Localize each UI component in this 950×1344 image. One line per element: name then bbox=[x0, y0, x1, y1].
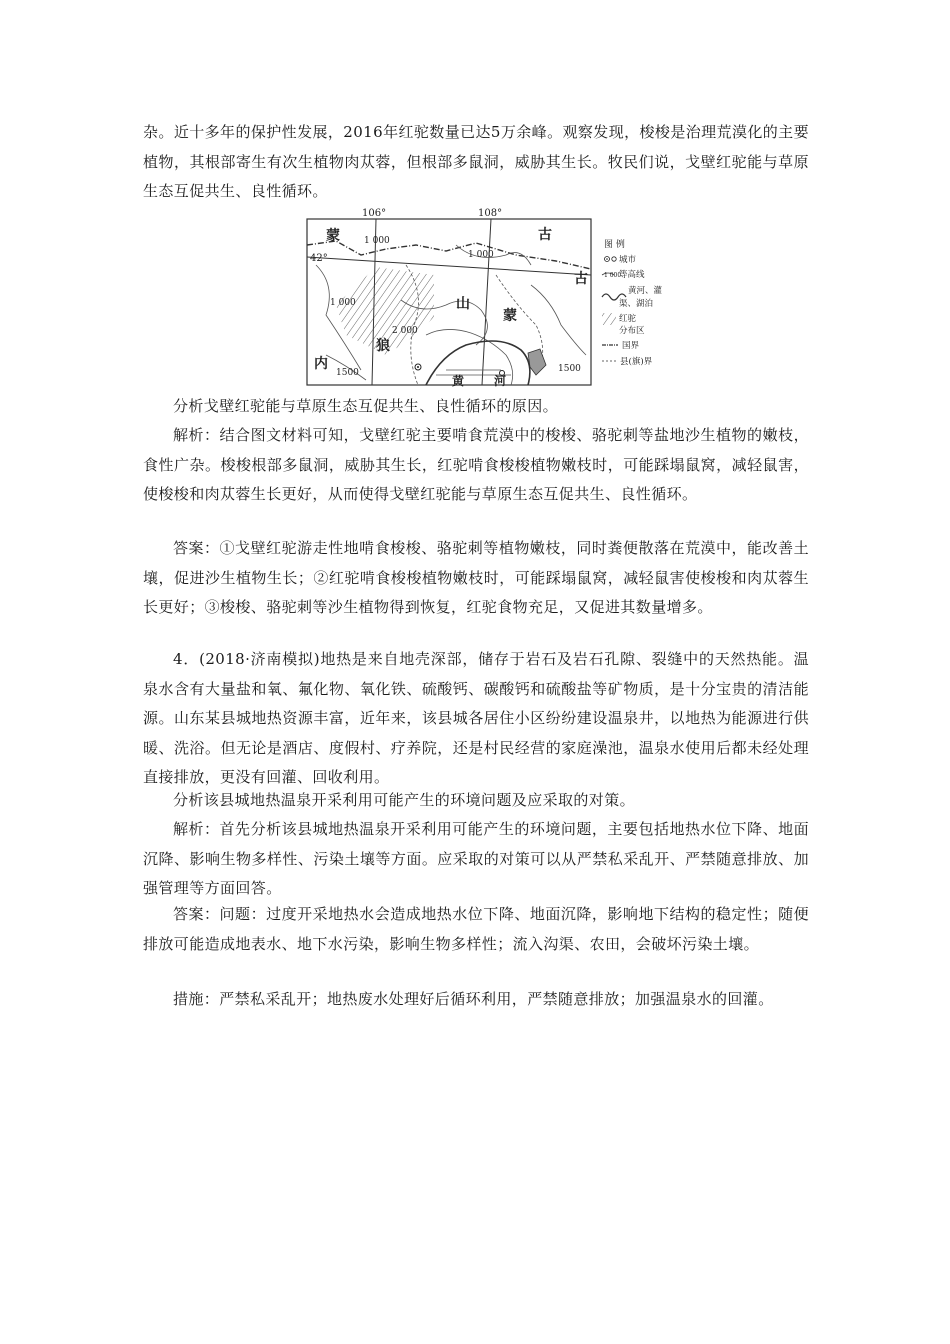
lon-label-106: 106° bbox=[362, 208, 387, 219]
legend-river-1: 黄河、灌 bbox=[628, 286, 663, 296]
place-char: 古 bbox=[574, 271, 588, 287]
lon-label-108: 108° bbox=[478, 208, 503, 219]
legend-camel-symbol bbox=[602, 313, 616, 325]
legend-camel-2: 分布区 bbox=[619, 326, 645, 336]
city-marker bbox=[417, 366, 419, 368]
question-camel: 分析戈壁红驼能与草原生态互促共生、良性循环的原因。 bbox=[173, 397, 559, 415]
map-legend bbox=[602, 238, 663, 367]
answer-geothermal-problems: 答案：问题：过度开采地热水会造成地热水位下降、地面沉降，影响地下结构的稳定性；随便排放可能造成地表水、地下水污染，影响生物多样性；流入沟渠、农田，会破坏污染土壤。 bbox=[143, 905, 809, 953]
legend-county: 县(旗)界 bbox=[620, 357, 653, 367]
place-char: 内 bbox=[314, 356, 328, 372]
place-char: 河 bbox=[494, 374, 507, 388]
question-4-prompt: 分析该县城地热温泉开采利用可能产生的环境问题及应采取的对策。 bbox=[173, 791, 636, 809]
red-camel-distribution-map bbox=[306, 205, 663, 388]
legend-contour-sample: 1 000 bbox=[604, 272, 622, 279]
place-char: 蒙 bbox=[503, 308, 517, 324]
place-char: 蒙 bbox=[326, 228, 340, 244]
contour-label: 1500 bbox=[336, 368, 359, 378]
legend-border: 国界 bbox=[622, 341, 640, 351]
contour-label: 1 000 bbox=[468, 250, 494, 260]
contour-label: 1500 bbox=[558, 364, 581, 374]
contour-label: 1 000 bbox=[330, 298, 356, 308]
answer-camel: 答案：①戈壁红驼游走性地啃食梭梭、骆驼刺等植物嫩枝，同时粪便散落在荒漠中，能改善土壤，促进沙生植物生长；②红驼啃食梭梭植物嫩枝时，可能踩塌鼠窝，减轻鼠害使梭梭和肉苁蓉生长更好；③梭梭、骆驼刺等沙生植物得到恢复，红驼食物充足，又促进其数量增多。 bbox=[143, 539, 809, 616]
analysis-geothermal: 解析：首先分析该县城地热温泉开采利用可能产生的环境问题，主要包括地热水位下降、地面沉降、影响生物多样性、污染土壤等方面。应采取的对策可以从严禁私采乱开、严禁随意排放、加强管理等方面回答。 bbox=[143, 820, 809, 897]
place-char: 黄 bbox=[452, 374, 465, 388]
place-char: 山 bbox=[456, 296, 470, 312]
legend-river-2: 渠、湖泊 bbox=[619, 299, 654, 309]
legend-title: 图 例 bbox=[604, 240, 625, 250]
analysis-camel: 解析：结合图文材料可知，戈壁红驼主要啃食荒漠中的梭梭、骆驼刺等盐地沙生植物的嫩枝，食性广杂。梭梭根部多鼠洞，威胁其生长，红驼啃食梭梭植物嫩枝时，可能踩塌鼠窝，减轻鼠害，使梭梭和肉苁蓉生长更好，从而使得戈壁红驼能与草原生态互促共生、良性循环。 bbox=[143, 426, 809, 503]
legend-contour: 等高线 bbox=[619, 270, 645, 280]
contour-label: 2 000 bbox=[392, 326, 418, 336]
legend-camel-1: 红驼 bbox=[619, 314, 637, 324]
place-char: 古 bbox=[538, 227, 552, 243]
paragraph-intro-continued: 杂。近十多年的保护性发展，2016年红驼数量已达5万余峰。观察发现，梭梭是治理荒漠化的主要植物，其根部寄生有次生植物肉苁蓉，但根部多鼠洞，威胁其生长。牧民们说，戈壁红驼能与草原生态互促共生、良性循环。 bbox=[143, 123, 809, 200]
lat-label-42: 42° bbox=[310, 253, 328, 264]
contour-label: 1 000 bbox=[364, 236, 390, 246]
place-char: 狼 bbox=[376, 338, 390, 354]
map-figure bbox=[306, 205, 663, 388]
legend-city: 城市 bbox=[619, 255, 637, 265]
question-4-material: 4．(2018·济南模拟)地热是来自地壳深部，储存于岩石及岩石孔隙、裂缝中的天然热能。温泉水含有大量盐和氧、氟化物、氧化铁、硫酸钙、碳酸钙和硫酸盐等矿物质，是十分宝贵的清洁能源。山东某县城地热资源丰富，近年来，该县城各居住小区纷纷建设温泉井，以地热为能源进行供暖、洗浴。但无论是酒店、度假村、疗养院，还是村民经营的家庭澡池，温泉水使用后都未经处理直接排放，更没有回灌、回收利用。 bbox=[143, 650, 809, 786]
answer-geothermal-measures: 措施：严禁私采乱开；地热废水处理好后循环利用，严禁随意排放；加强温泉水的回灌。 bbox=[173, 990, 774, 1008]
